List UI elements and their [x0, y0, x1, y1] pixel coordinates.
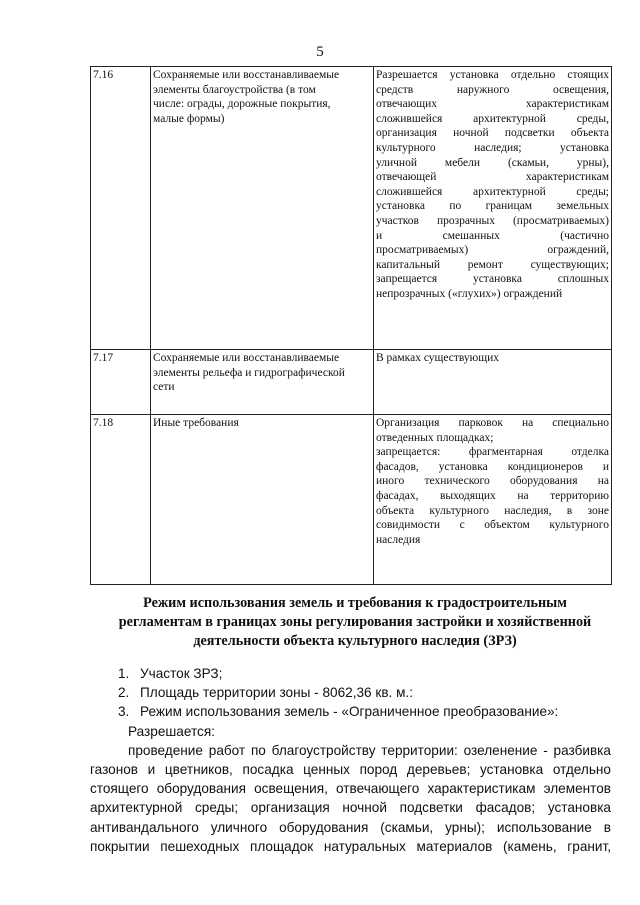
requirement-line: непрозрачных («глухих») ограждений [376, 287, 563, 300]
requirement-line: наследия [376, 533, 421, 546]
paragraph-line: антивандального уличного оборудования (скамьи, урны); использование в [90, 819, 611, 835]
requirement-line: Разрешается установка отдельно стоящих [376, 69, 609, 81]
requirement-line: уличной мебели (скамьи, урны), [376, 156, 609, 169]
paragraph-line: архитектурной среды; организация ночной подсветки фасадов; установка [90, 800, 611, 816]
body-text [90, 664, 611, 856]
requirement-line: отведенных площадках; [376, 431, 494, 444]
list-number: 1. [118, 666, 130, 681]
list-text: Участок ЗРЗ; [140, 666, 223, 681]
requirement-line: сложившейся архитектурной среды; [376, 185, 609, 198]
table-row [91, 67, 612, 350]
requirement-line: объекта культурного наследия, в зоне [376, 504, 609, 517]
element-cell [151, 415, 374, 585]
element-line: Сохраняемые или восстанавливаемые [153, 69, 340, 81]
requirements-table [90, 66, 612, 585]
element-line: малые формы) [153, 112, 225, 125]
list-item [90, 683, 611, 702]
requirement-line: В рамках существующих [376, 352, 500, 364]
heading-line: Режим использования земель и требования к градостроительным [143, 595, 567, 611]
requirement-line: организация ночной подсветки объекта [376, 127, 609, 140]
element-line: Сохраняемые или восстанавливаемые [153, 352, 340, 364]
page-number: 5 [316, 44, 324, 60]
heading-line: регламентам в границах зоны регулирования застройки и хозяйственной [118, 614, 592, 630]
row-number: 7.17 [91, 350, 151, 415]
element-cell [151, 350, 374, 415]
requirement-line: средств наружного освещения, [376, 83, 609, 96]
element-line: сети [153, 381, 175, 394]
list-number: 2. [118, 685, 130, 701]
requirement-line: капитальный ремонт существующих; [376, 258, 609, 271]
requirement-line: Организация парковок на специально [376, 417, 609, 429]
paragraph-line: проведение работ по благоустройству территории: озеленение - разбивка [128, 742, 611, 758]
paragraph [90, 741, 611, 856]
requirement-cell [374, 67, 612, 350]
requirement-cell [374, 350, 612, 415]
requirement-line: и смешанных (частично [376, 229, 609, 242]
element-cell [151, 67, 374, 350]
element-line: числе: ограды, дорожные покрытия, [153, 98, 331, 111]
requirement-line: фасадах, выходящих на территорию [376, 489, 609, 502]
list-item [90, 664, 611, 683]
requirement-line: отвечающей характеристикам [376, 171, 609, 184]
requirement-line: установка по границам земельных [376, 200, 609, 213]
requirement-line: участков прозрачных (просматриваемых) [376, 214, 609, 227]
element-line: элементы рельефа и гидрографической [153, 366, 345, 379]
requirement-line: запрещается установка сплошных [376, 273, 609, 286]
list-text: Площадь территории зоны - 8062,36 кв. м.: [140, 685, 413, 701]
section-heading [95, 594, 615, 651]
paragraph-line: стоящего оборудования освещения, отвечающего характеристикам элементов [90, 781, 611, 797]
requirement-line: культурного наследия; установка [376, 141, 609, 154]
row-number: 7.18 [91, 415, 151, 585]
requirement-line: сложившейся архитектурной среды, [376, 112, 609, 125]
requirement-line: отвечающих характеристикам [376, 98, 609, 111]
paragraph-line: покрытии пешеходных площадок натуральных материалов (камень, гранит, [90, 838, 611, 854]
requirement-cell [374, 415, 612, 585]
list-number: 3. [118, 704, 130, 720]
allowed-label: Разрешается: [128, 723, 215, 739]
row-number: 7.16 [91, 67, 151, 350]
table-row [91, 350, 612, 415]
list-text: Режим использования земель - «Ограниченное преобразование»: [140, 704, 559, 720]
element-line: элементы благоустройства (в том [153, 83, 316, 96]
element-line: Иные требования [153, 417, 239, 429]
requirement-line: иного технического оборудования на [376, 475, 609, 488]
requirement-line: совидимости с объектом культурного [376, 519, 609, 532]
requirement-line: фасадов, установка кондиционеров и [376, 460, 609, 473]
requirement-line: просматриваемых) ограждений, [376, 244, 609, 257]
paragraph-line: газонов и цветников, посадка ценных пород деревьев; установка отдельно [90, 762, 611, 778]
heading-line: деятельности объекта культурного наследия (ЗРЗ) [193, 633, 517, 649]
requirement-line: запрещается: фрагментарная отделка [376, 446, 609, 459]
list-item [90, 702, 611, 721]
table-row [91, 415, 612, 585]
